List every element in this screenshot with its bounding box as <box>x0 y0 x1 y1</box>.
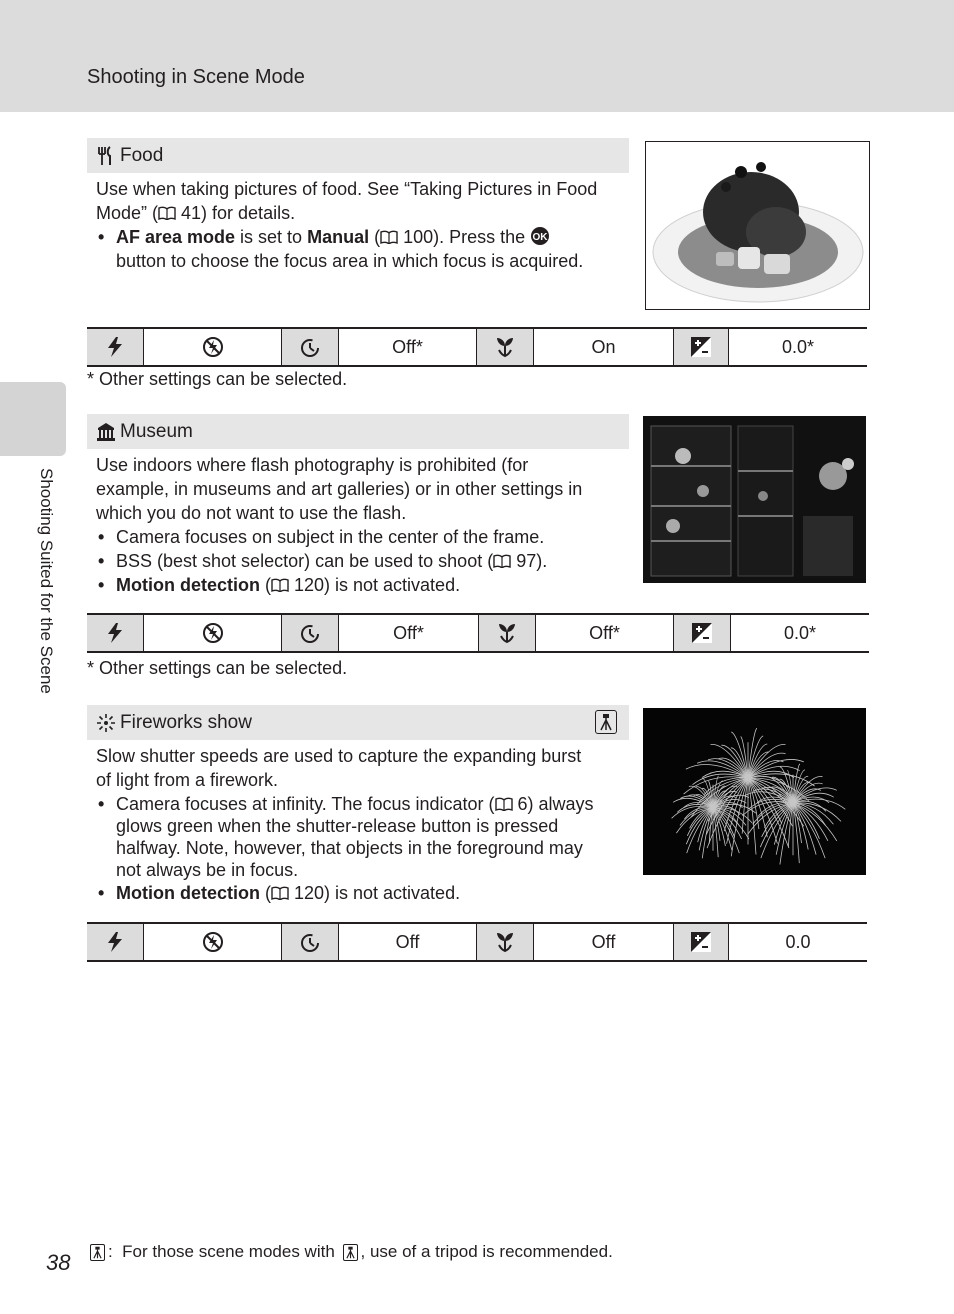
footer-text1: : For those scene modes with <box>108 1242 340 1261</box>
museum-bullet-motion-text1: ( <box>259 575 271 595</box>
book-reference-icon <box>271 578 289 592</box>
food-desc-line1: Use when taking pictures of food. See “Taking Pictures in Food <box>96 179 598 199</box>
fireworks-bullet-line2: glows green when the shutter-release button is pressed <box>116 816 559 836</box>
motion-detection-term: Motion detection <box>116 883 260 903</box>
af-area-mode-term: AF area mode <box>116 227 236 247</box>
motion-detection-term: Motion detection <box>116 575 260 595</box>
museum-desc-line3: which you do not want to use the flash. <box>96 503 407 523</box>
tripod-icon <box>90 1244 105 1261</box>
fireworks-bullet-focus-text: Camera focuses at infinity. The focus indicator ( <box>116 794 495 814</box>
self-timer-icon <box>282 615 339 651</box>
museum-section-header <box>87 414 629 449</box>
fireworks-bullet-motion-text2: 120) is not activated. <box>288 883 461 903</box>
museum-description <box>96 453 622 525</box>
museum-bullet-focus-text: Camera focuses on subject in the center of the frame. <box>116 527 545 547</box>
fireworks-bullet-motion-text1: ( <box>259 883 271 903</box>
self-timer-icon <box>282 924 339 960</box>
museum-sample-photo <box>643 416 866 583</box>
fireworks-sample-photo <box>643 708 866 875</box>
flash-off-icon <box>144 615 282 651</box>
fireworks-bullet-focus <box>96 793 622 881</box>
fireworks-desc-line2: of light from a firework. <box>96 770 279 790</box>
food-footnote: * Other settings can be selected. <box>87 369 348 389</box>
fireworks-desc-line1: Slow shutter speeds are used to capture the expanding burst <box>96 746 582 766</box>
macro-mode-value: On <box>534 329 674 365</box>
tripod-icon <box>343 1244 358 1261</box>
museum-bullet-motion <box>96 573 622 597</box>
museum-settings-table <box>87 613 869 653</box>
museum-bullet-focus <box>96 525 622 549</box>
self-timer-value: Off* <box>339 329 477 365</box>
book-reference-icon <box>158 206 176 220</box>
page-number: 38 <box>46 1250 71 1275</box>
self-timer-value: Off* <box>339 615 479 651</box>
food-bullet-line2: button to choose the focus area in which focus is acquired. <box>116 251 584 271</box>
macro-mode-icon <box>477 924 534 960</box>
fireworks-icon <box>96 713 116 733</box>
food-section-title: Food <box>120 144 164 166</box>
flash-mode-icon <box>87 615 144 651</box>
fireworks-bullet-line3: halfway. Note, however, that objects in the foreground may <box>116 838 583 858</box>
food-desc-line2a: Mode” ( <box>96 203 159 223</box>
food-bullet-af-area <box>96 225 622 273</box>
fireworks-bullet-motion <box>96 881 622 905</box>
food-settings-table <box>87 327 867 367</box>
fireworks-section-title: Fireworks show <box>120 711 252 733</box>
fireworks-bullets <box>96 793 622 905</box>
food-bullet-text2: ( <box>369 227 381 247</box>
fireworks-bullet-line4: not always be in focus. <box>116 860 299 880</box>
flash-off-icon <box>144 329 282 365</box>
museum-bullet-motion-text2: 120) is not activated. <box>288 575 461 595</box>
exposure-compensation-icon <box>674 924 729 960</box>
exposure-compensation-icon <box>674 329 729 365</box>
book-reference-icon <box>271 886 289 900</box>
footer-text2: , use of a tripod is recommended. <box>360 1242 613 1261</box>
svg-text:OK: OK <box>532 232 548 243</box>
macro-mode-value: Off <box>534 924 674 960</box>
museum-section-title: Museum <box>120 420 193 442</box>
food-section-header <box>87 138 629 173</box>
book-reference-icon <box>495 797 513 811</box>
macro-mode-icon <box>479 615 536 651</box>
manual-term: Manual <box>307 227 370 247</box>
chapter-tab <box>0 382 66 456</box>
museum-bullets <box>96 525 622 597</box>
self-timer-value: Off <box>339 924 477 960</box>
fireworks-description <box>96 744 622 792</box>
fireworks-settings-table <box>87 922 867 962</box>
food-desc-line2b: 41) for details. <box>176 203 296 223</box>
museum-bullet-bss-text: BSS (best shot selector) can be used to shoot ( <box>116 551 494 571</box>
exposure-compensation-value: 0.0* <box>783 622 817 643</box>
food-icon <box>96 146 116 166</box>
self-timer-icon <box>282 329 339 365</box>
museum-footnote: * Other settings can be selected. <box>87 658 348 678</box>
book-reference-icon <box>493 554 511 568</box>
museum-bullet-bss <box>96 549 622 573</box>
food-bullets <box>96 225 622 273</box>
chapter-tab-label: Shooting Suited for the Scene <box>37 468 56 694</box>
food-sample-photo <box>645 141 870 310</box>
footer-note <box>87 1242 613 1262</box>
macro-mode-value: Off* <box>536 615 674 651</box>
flash-mode-icon <box>87 329 144 365</box>
page-header-title: Shooting in Scene Mode <box>87 66 305 88</box>
museum-desc-line1: Use indoors where flash photography is prohibited (for <box>96 455 529 475</box>
food-description <box>96 177 622 225</box>
museum-desc-line2: example, in museums and art galleries) or in other settings in <box>96 479 583 499</box>
exposure-compensation-icon <box>674 615 731 651</box>
food-bullet-text3: 100). Press the <box>398 227 531 247</box>
book-reference-icon <box>380 230 398 244</box>
flash-mode-icon <box>87 924 144 960</box>
flash-off-icon <box>144 924 282 960</box>
ok-button-icon <box>530 226 550 246</box>
header-band <box>0 0 954 112</box>
food-bullet-text1: is set to <box>235 227 308 247</box>
exposure-compensation-value: 0.0 <box>785 931 811 952</box>
fireworks-bullet-focus-ref: 6) always <box>512 794 594 814</box>
macro-mode-icon <box>477 329 534 365</box>
museum-icon <box>96 422 116 442</box>
fireworks-section-header <box>87 705 629 740</box>
museum-bullet-bss-ref: 97). <box>511 551 548 571</box>
exposure-compensation-value: 0.0* <box>781 336 815 357</box>
tripod-icon <box>595 710 617 734</box>
